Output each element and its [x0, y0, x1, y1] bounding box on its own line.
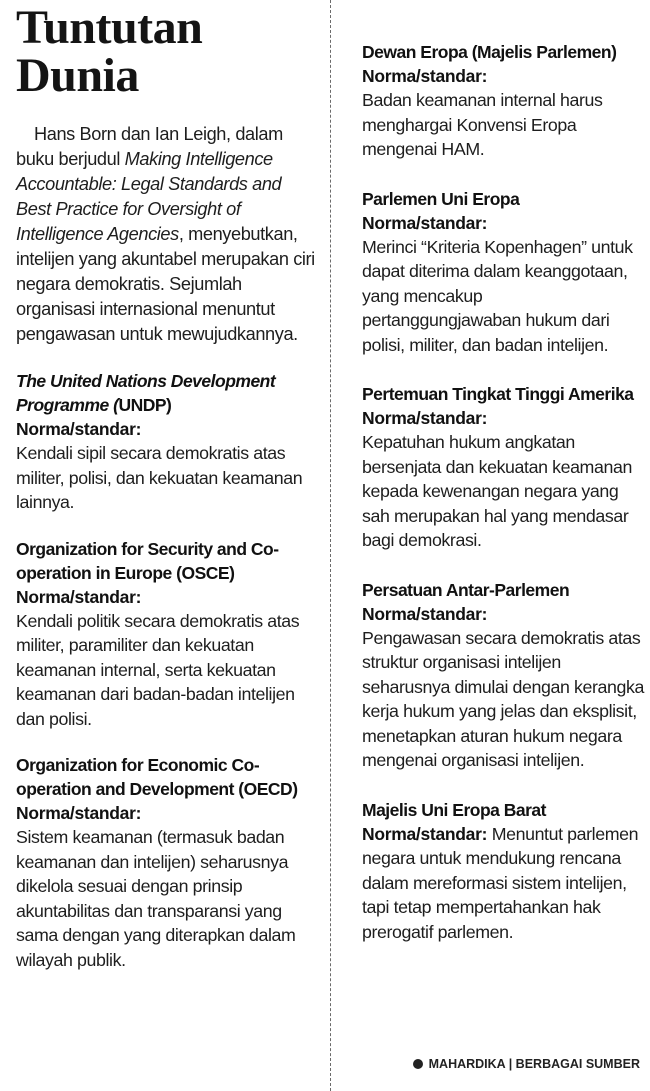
intro-before: Hans Born dan Ian Leigh, dalam buku berjudul [16, 124, 283, 169]
credit-text: MAHARDIKA | BERBAGAI SUMBER [428, 1057, 640, 1071]
org-name-italic: The United Nations Development Programme ( [16, 371, 276, 415]
intro-after: , menyebutkan, intelijen yang akuntabel merupakan ciri negara demokratis. Sejumlah organisasi internasional menuntut pengawasan untuk mewujudkannya. [16, 224, 315, 344]
norm-text: Kepatuhan hukum angkatan bersenjata dan kekuatan keamanan kepada kewenangan negara yang sah merupakan hal yang mendasar bagi demokrasi. [362, 432, 632, 550]
section-persatuan-antar-parlemen [362, 578, 644, 773]
section-undp [16, 369, 316, 515]
norm-label: Norma/standar: [362, 66, 488, 86]
norm-paragraph [362, 822, 644, 945]
norm-label: Norma/standar: [16, 803, 142, 823]
org-name: Parlemen Uni Eropa [362, 188, 520, 209]
norm-text: Sistem keamanan (termasuk badan keamanan dan intelijen) seharusnya dikelola sesuai dengan prinsip akuntabilitas dan transparansi yang sama dengan yang diterapkan dalam wilayah publik. [16, 827, 296, 970]
org-name: Pertemuan Tingkat Tinggi Amerika [362, 384, 634, 404]
norm-label: Norma/standar: [362, 212, 488, 233]
section-dewan-eropa [362, 40, 644, 162]
column-divider [330, 0, 331, 1091]
section-oecd [16, 753, 316, 972]
title-line-1: Tuntutan [16, 1, 203, 54]
left-column [16, 1, 316, 972]
norm-text: Merinci “Kriteria Kopenhagen” untuk dapat diterima dalam keanggotaan, yang mencakup pertanggungjawaban hukum dari polisi, militer, dan badan intelijen. [362, 236, 633, 355]
org-name: Organization for Economic Co-operation and Development (OECD) [16, 755, 298, 799]
org-name-rest: UNDP) [118, 395, 172, 415]
page-title [16, 1, 316, 102]
norm-text: Pengawasan secara demokratis atas struktur organisasi intelijen seharusnya dimulai dengan kerangka kerja hukum yang jelas dan eksplisit, menetapkan aturan hukum negara mengenai organisasi intelijen. [362, 627, 644, 770]
org-name [16, 369, 316, 417]
org-name: Persatuan Antar-Parlemen [362, 579, 570, 600]
bullet-dot-icon [413, 1059, 423, 1069]
book-title: Making Intelligence Accountable: Legal Standards and Best Practice for Oversight of Intelligence Agencies [16, 149, 282, 244]
section-pertemuan-amerika [362, 382, 644, 553]
norm-label: Norma/standar: [362, 408, 488, 428]
source-credit [413, 1057, 640, 1071]
norm-text: Menuntut parlemen negara untuk mendukung rencana dalam mereformasi sistem intelijen, tapi tetap mempertahankan hak prerogatif parlemen. [362, 823, 639, 942]
norm-label: Norma/standar: [16, 586, 142, 607]
org-name: Dewan Eropa (Majelis Parlemen) [362, 42, 617, 62]
section-parlemen-uni-eropa [362, 187, 644, 358]
norm-label: Norma/standar: [362, 603, 488, 624]
norm-text: Kendali sipil secara demokratis atas militer, polisi, dan kekuatan keamanan lainnya. [16, 443, 303, 512]
norm-text: Badan keamanan internal harus menghargai Konvensi Eropa mengenai HAM. [362, 90, 603, 159]
intro-paragraph [16, 122, 316, 347]
title-line-2: Dunia [16, 49, 139, 102]
norm-text: Kendali politik secara demokratis atas militer, paramiliter dan kekuatan keamanan internal, serta kekuatan keamanan dari badan-badan intelijen dan polisi. [16, 610, 300, 729]
section-majelis-uni-eropa-barat [362, 798, 644, 945]
right-column [362, 40, 644, 944]
norm-label: Norma/standar: [16, 419, 142, 439]
norm-label: Norma/standar: [362, 823, 488, 844]
org-name: Organization for Security and Co-operation in Europe (OSCE) [16, 538, 279, 583]
section-osce [16, 537, 316, 732]
org-name: Majelis Uni Eropa Barat [362, 799, 546, 820]
